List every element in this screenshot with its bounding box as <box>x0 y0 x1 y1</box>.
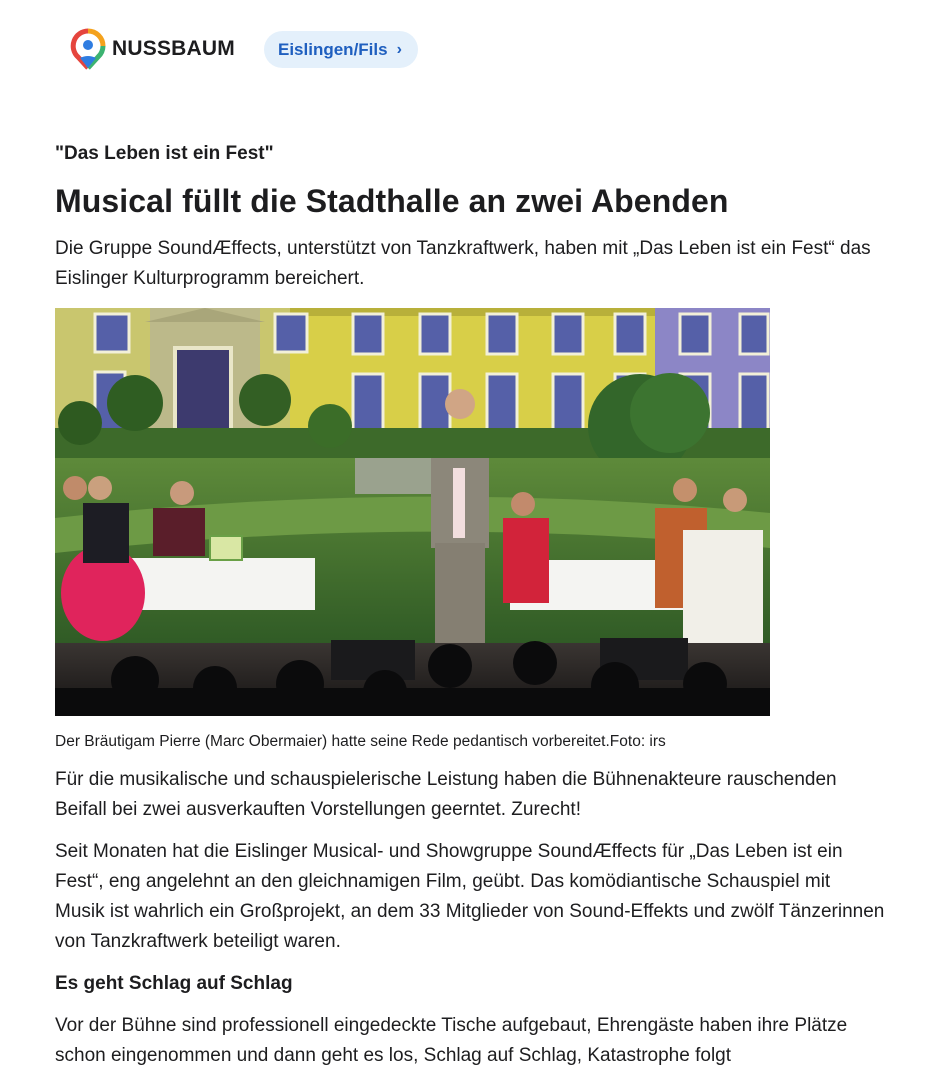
brand-name: NUSSBAUM <box>112 37 235 60</box>
article-paragraph: Vor der Bühne sind professionell eingedeckte Tische aufgebaut, Ehrengäste haben ihre Plätze schon eingenommen und dann geht es los, Schlag auf Schlag, Katastrophe folgt <box>55 1015 848 1066</box>
location-selector-button[interactable] <box>264 31 418 68</box>
article-paragraph: Für die musikalische und schauspielerische Leistung haben die Bühnenakteure rauschenden Beifall bei zwei ausverkauften Vorstellungen geerntet. Zurecht! <box>55 769 837 820</box>
location-label: Eislingen/Fils <box>278 39 388 59</box>
article-paragraph: Seit Monaten hat die Eislinger Musical- und Showgruppe SoundÆffects für „Das Leben ist ein Fest“, eng angelehnt an den gleichnamigen Film, geübt. Das komödiantische Schauspiel mit Musik ist wahrlich ein Großprojekt, an dem 33 Mitglieder von Sound-Effekts und zwölf Tänzerinnen von Tanzkraftwerk beteiligt waren. <box>55 841 885 952</box>
nussbaum-pin-logo-icon <box>70 28 106 70</box>
article-headline: Musical füllt die Stadthalle an zwei Abenden <box>55 183 729 219</box>
article-lead: Die Gruppe SoundÆffects, unterstützt von Tanzkraftwerk, haben mit „Das Leben ist ein Fest“ das Eislinger Kulturprogramm bereichert. <box>55 238 871 289</box>
article <box>55 140 885 1071</box>
nussbaum-logo[interactable] <box>70 28 235 70</box>
article-kicker: "Das Leben ist ein Fest" <box>55 143 274 164</box>
photo-caption: Der Bräutigam Pierre (Marc Obermaier) hatte seine Rede pedantisch vorbereitet.Foto: irs <box>55 733 666 750</box>
site-header <box>0 0 930 100</box>
article-subheading: Es geht Schlag auf Schlag <box>55 973 293 994</box>
chevron-right-icon: › <box>396 40 402 58</box>
article-photo <box>55 308 770 716</box>
